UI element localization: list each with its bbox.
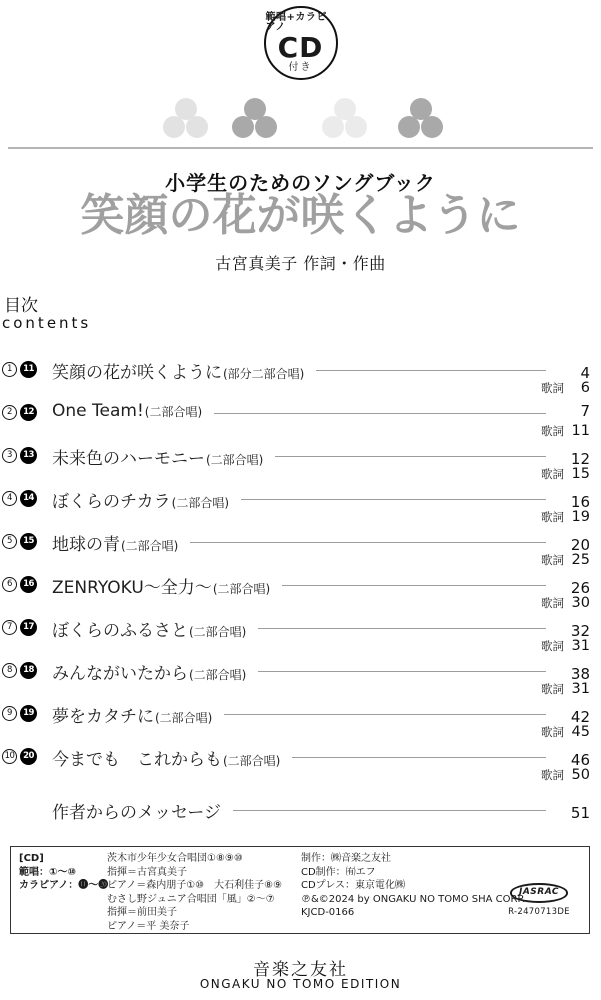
jasrac-code: R-2470713DE <box>508 906 570 917</box>
page-number: 4 <box>580 364 590 382</box>
lyric-label: 歌詞 <box>541 682 564 696</box>
lyric-label: 歌詞 <box>541 467 564 481</box>
lyric-page-number: 31 <box>571 681 590 697</box>
page-number: 51 <box>570 804 590 822</box>
lyric-page-number: 31 <box>571 638 590 654</box>
song-title: ZENRYOKU〜全力〜 <box>52 578 212 598</box>
track-number: 9 <box>2 706 17 721</box>
page-number: 26 <box>570 579 590 597</box>
song-title: ぼくらのふるさと <box>52 621 188 641</box>
cd-label: [CD] <box>19 853 44 864</box>
toc-item <box>2 616 590 659</box>
voicing-label: (二部合唱) <box>189 625 247 639</box>
series-title: 小学生のためのソングブック <box>165 171 436 195</box>
toc-item <box>2 530 590 573</box>
cd-credits-col1 <box>19 852 108 893</box>
track-number: 4 <box>2 491 17 506</box>
page-number: 20 <box>570 536 590 554</box>
track-number: 10 <box>2 749 17 764</box>
lyric-page-number: 25 <box>571 552 590 568</box>
cd-track-number: 15 <box>20 533 37 550</box>
lyric-page-number: 45 <box>571 724 590 740</box>
toc-item <box>2 401 590 444</box>
song-title: 未来色のハーモニー <box>52 449 205 469</box>
cd-badge-icon <box>264 6 338 80</box>
page-number: 7 <box>580 402 590 420</box>
voicing-label: (二部合唱) <box>171 496 230 510</box>
leader-line <box>282 585 546 586</box>
song-title: One Team! <box>52 401 144 421</box>
leader-line <box>275 456 546 457</box>
cd-credits-col3 <box>301 852 525 920</box>
lyric-label: 歌詞 <box>541 768 564 782</box>
contents-heading-en: contents <box>2 314 92 332</box>
pianists: ピアノ＝森内朋子①⑩ 大石利佳子⑧⑨ <box>107 880 283 891</box>
conductor: 指揮＝古宮真美子 <box>107 866 187 878</box>
message-title: 作者からのメッセージ <box>52 803 221 823</box>
song-title: みんながいたから <box>52 664 188 684</box>
lyric-page-number: 19 <box>571 509 590 525</box>
choir-name: 茨木市少年少女合唱団①⑧⑨⑩ <box>107 853 243 864</box>
author-credit: 古宮真美子 作詞・作曲 <box>215 254 386 273</box>
jasrac-logo: JASRAC <box>510 883 568 903</box>
production: 制作：㈱音楽之友社 <box>301 853 391 864</box>
track-number: 8 <box>2 663 17 678</box>
lyric-page-number: 11 <box>571 423 590 439</box>
page-number: 12 <box>570 450 590 468</box>
clover-icon <box>232 98 278 140</box>
clover-icon <box>163 98 209 140</box>
badge-subtitle: 範唱+カラピアノ <box>265 12 327 34</box>
voicing-label: (二部合唱) <box>121 539 179 553</box>
cd-track-number: 20 <box>20 748 37 765</box>
song-title: ぼくらのチカラ <box>52 492 171 512</box>
track-number: 7 <box>2 620 17 635</box>
pianist: ピアノ＝平 美奈子 <box>107 920 190 932</box>
choir-name: むさし野ジュニア合唱団「風」②〜⑦ <box>107 893 275 905</box>
toc-item <box>2 573 590 616</box>
leader-line <box>316 370 546 371</box>
cd-credits-col2 <box>107 852 282 933</box>
header-divider <box>8 147 593 149</box>
page-number: 46 <box>570 751 590 769</box>
catalog-number: KJCD-0166 <box>301 907 355 918</box>
voicing-label: (二部合唱) <box>155 711 213 725</box>
cd-track-number: 11 <box>20 361 37 378</box>
copyright-line: ℗&©2024 by ONGAKU NO TOMO SHA CORP. <box>301 893 526 905</box>
song-title: 夢をカタチに <box>52 707 154 727</box>
lyric-label: 歌詞 <box>541 424 564 438</box>
page-number: 38 <box>570 665 590 683</box>
badge-suffix: 付き <box>288 61 313 73</box>
track-number: 5 <box>2 534 17 549</box>
track-number: 6 <box>2 577 17 592</box>
lyric-label: 歌詞 <box>541 725 564 739</box>
leader-line <box>258 628 546 629</box>
badge-cd-label: CD <box>277 31 324 65</box>
table-of-contents <box>0 358 601 823</box>
publisher-edition: ONGAKU NO TOMO EDITION <box>199 977 402 991</box>
lyric-page-number: 30 <box>571 595 590 611</box>
clover-icon <box>322 98 368 140</box>
cd-karaoke-tracks: カラピアノ：⓫〜⓴ <box>19 880 109 891</box>
toc-item-message <box>2 798 590 823</box>
voicing-label: (二部合唱) <box>206 453 264 467</box>
contents-heading-jp: 目次 <box>4 296 38 316</box>
song-title: 笑顔の花が咲くように <box>52 363 222 383</box>
cd-credits-box <box>10 846 590 934</box>
voicing-label: (二部合唱) <box>189 668 247 682</box>
lyric-page-number: 6 <box>580 380 590 396</box>
toc-item <box>2 487 590 530</box>
song-title: 今までも これからも <box>52 750 222 770</box>
leader-line <box>241 499 546 500</box>
track-number: 3 <box>2 448 17 463</box>
publisher-name: 音楽之友社 <box>253 960 348 980</box>
leader-line <box>224 714 546 715</box>
voicing-label: (二部合唱) <box>212 582 271 596</box>
cd-track-number: 13 <box>20 447 37 464</box>
toc-item <box>2 659 590 702</box>
leader-line <box>190 542 546 543</box>
song-title: 地球の青 <box>52 535 120 555</box>
page-number: 42 <box>570 708 590 726</box>
cd-track-number: 18 <box>20 662 37 679</box>
track-number: 1 <box>2 362 17 377</box>
lyric-page-number: 50 <box>571 767 590 783</box>
lyric-label: 歌詞 <box>541 596 564 610</box>
clover-icon <box>398 98 444 140</box>
cd-track-number: 12 <box>20 404 37 421</box>
toc-item <box>2 444 590 487</box>
cd-track-number: 17 <box>20 619 37 636</box>
lyric-label: 歌詞 <box>541 381 564 395</box>
leader-line <box>292 757 546 758</box>
leader-line <box>258 671 546 672</box>
lyric-label: 歌詞 <box>541 553 564 567</box>
cd-track-number: 16 <box>20 576 37 593</box>
lyric-label: 歌詞 <box>541 510 564 524</box>
track-number: 2 <box>2 405 17 420</box>
page-number: 32 <box>570 622 590 640</box>
toc-item <box>2 745 590 788</box>
leader-line <box>214 413 546 414</box>
leader-line <box>233 810 546 811</box>
cd-track-number: 14 <box>20 490 37 507</box>
cd-demo-tracks: 範唱：①〜⑩ <box>19 866 76 878</box>
conductor: 指揮＝前田美子 <box>107 907 177 918</box>
toc-item <box>2 702 590 745</box>
toc-item <box>2 358 590 401</box>
jasrac-block <box>499 883 579 919</box>
lyric-label: 歌詞 <box>541 639 564 653</box>
page-number: 16 <box>570 493 590 511</box>
voicing-label: (二部合唱) <box>223 754 281 768</box>
book-title: 笑顔の花が咲くように <box>80 190 521 241</box>
cd-press: CDプレス：東京電化㈱ <box>301 880 405 891</box>
voicing-label: (部分二部合唱) <box>223 367 305 381</box>
cd-track-number: 19 <box>20 705 37 722</box>
voicing-label: (二部合唱) <box>144 405 203 419</box>
lyric-page-number: 15 <box>571 466 590 482</box>
cd-production: CD制作：㈲エフ <box>301 866 376 878</box>
